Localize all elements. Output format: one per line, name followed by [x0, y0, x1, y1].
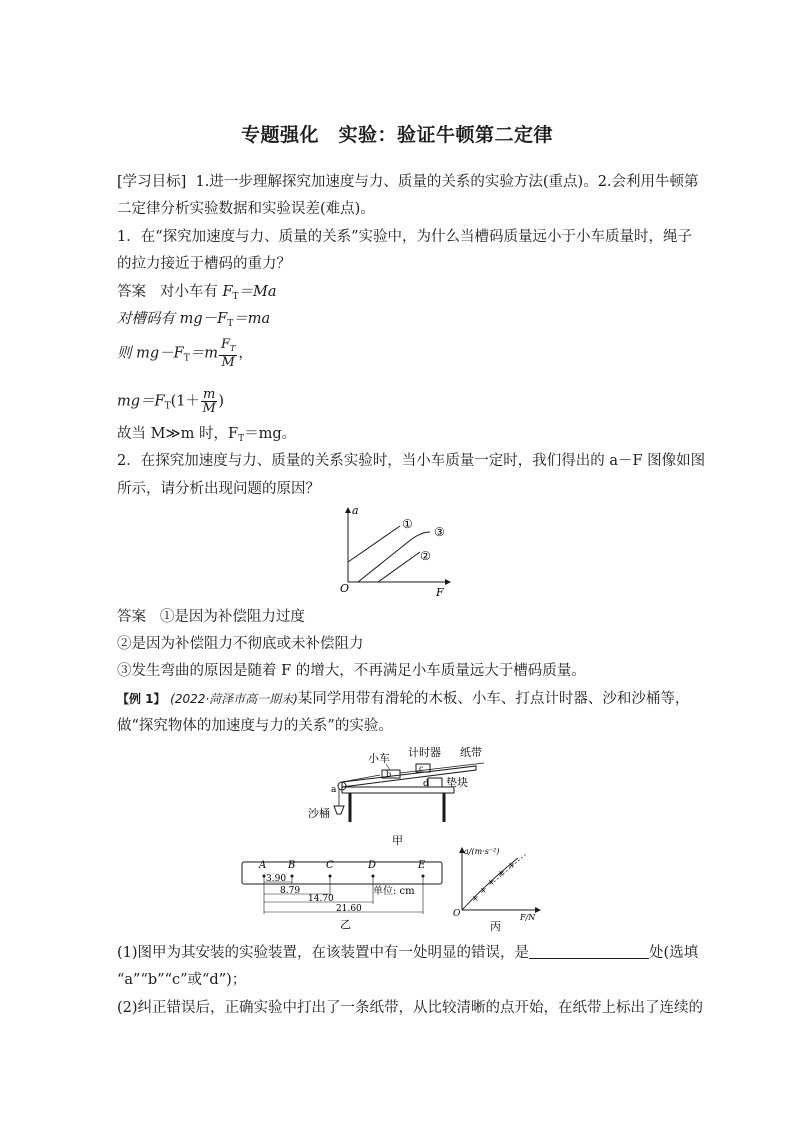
- q1-a4-sub: T: [164, 401, 171, 412]
- label-car: 小车: [368, 752, 390, 765]
- af-graph: [330, 500, 460, 600]
- q1-a1-sub: T: [232, 292, 239, 302]
- q1-a2-rest: ＝ma: [233, 311, 271, 327]
- q1-answer-1: [117, 282, 277, 307]
- q2-reason-2: ②是因为补偿阻力不彻底或未补偿阻力: [117, 636, 364, 652]
- q2-reason-3: ③发生弯曲的原因是随着 F 的增大，不再满足小车质量远大于槽码质量。: [117, 663, 586, 679]
- q1-a4-open: (1＋: [170, 393, 200, 410]
- bing-mark: ×: [472, 894, 479, 903]
- point-e: E: [418, 860, 426, 871]
- bing-y-label: a/(m·s⁻²): [464, 847, 500, 856]
- q1-answer-5: [117, 424, 296, 449]
- dist-ad: 14.70: [308, 894, 334, 904]
- sub1-line-1: [117, 943, 698, 963]
- q1-a5-sub: T: [238, 434, 245, 444]
- label-b: b: [386, 770, 392, 779]
- example-line-1: [117, 689, 689, 709]
- q1-a3-den: M: [221, 355, 235, 370]
- q1-a4-prefix: mg＝F: [117, 393, 165, 410]
- af-y-label: a: [352, 504, 359, 517]
- bing-mark: ×: [508, 861, 515, 870]
- example-text-2: 做“探究物体的加速度与力的关系”的实验。: [117, 718, 393, 734]
- bucket-icon: [334, 806, 344, 814]
- table-top: [342, 787, 454, 793]
- fig-af-data: [448, 842, 548, 932]
- bing-points: [472, 861, 515, 903]
- point-a: A: [259, 860, 267, 871]
- q1-answer-3: [117, 338, 253, 369]
- unit-label: 单位: cm: [373, 886, 415, 897]
- q2-line-1: 2．在探究加速度与力、质量的关系实验时，当小车质量一定时，我们得出的 a－F 图像如图: [117, 453, 706, 469]
- q1-a4-num: m: [203, 387, 216, 402]
- objectives-line-1: [117, 172, 699, 192]
- label-tape: 纸带: [460, 746, 482, 759]
- point-b: B: [288, 860, 296, 871]
- objectives-text-1: 1.进一步理解探究加速度与力、质量的关系的实验方法(重点)。2.会利用牛顿第: [195, 174, 699, 190]
- q1-a3-end: ，: [238, 345, 253, 362]
- label-c: c: [419, 764, 424, 773]
- dist-ac: 8.79: [280, 886, 301, 896]
- example-source: (2022·菏泽市高一期末): [170, 692, 298, 706]
- q1-a3-sub: T: [183, 353, 190, 364]
- af-label-1: ①: [402, 517, 413, 531]
- sub1-text-1: (1)图甲为其安装的实验装置，在该装置中有一处明显的错误，是: [117, 945, 530, 961]
- q1-a5-prefix: 故当 M≫m 时，F: [117, 426, 239, 442]
- label-timer: 计时器: [408, 746, 441, 759]
- bing-origin: O: [453, 909, 461, 919]
- q1-line-2: 的拉力接近于槽码的重力？: [117, 256, 291, 272]
- af-curve-1: [348, 526, 400, 562]
- q2-line-2: 所示，请分析出现问题的原因？: [117, 481, 320, 497]
- q1-a5-rest: ＝mg。: [244, 426, 297, 442]
- af-label-3: ③: [434, 525, 445, 539]
- fig-tape: [238, 852, 448, 932]
- fig-apparatus: [300, 742, 490, 850]
- example-text-1: 某同学用带有滑轮的木板、小车、打点计时器、沙和沙桶等，: [297, 691, 690, 707]
- label-block: 垫块: [446, 776, 468, 789]
- q1-a3-prefix: 则 mg－F: [117, 345, 184, 362]
- af-x-label: F: [436, 586, 444, 599]
- block-icon: [428, 778, 442, 787]
- q1-a1-rest: ＝Ma: [238, 284, 277, 300]
- q1-answer-label: 答案: [117, 284, 146, 300]
- q1-a3-mid: ＝m: [189, 345, 218, 362]
- sub2-line-1: (2)纠正错误后，正确实验中打出了一条纸带，从比较清晰的点开始，在纸带上标出了连续的: [117, 1000, 704, 1016]
- q1-answer-4: [117, 388, 224, 417]
- caption-yi: 乙: [340, 918, 351, 931]
- dist-ab: 3.90: [266, 874, 287, 884]
- objectives-text-2: 二定律分析实验数据和实验误差(难点)。: [117, 201, 375, 217]
- bing-mark: ×: [498, 869, 505, 878]
- q1-a1-prefix: 对小车有: [159, 284, 223, 300]
- label-bucket: 沙桶: [308, 807, 330, 820]
- bing-x-label: F/N: [520, 913, 536, 922]
- label-d: d: [423, 779, 429, 789]
- q2-answer-1: [117, 607, 305, 627]
- bing-mark: ×: [480, 886, 487, 895]
- point-d: D: [368, 860, 377, 871]
- tape: [400, 763, 484, 773]
- caption-bing: 丙: [490, 920, 501, 932]
- bing-mark: ×: [488, 878, 495, 887]
- q1-a4-close: ): [218, 393, 224, 410]
- q1-a2-sub: T: [227, 319, 234, 329]
- q1-line-1: 1．在“探究加速度与力、质量的关系”实验中，为什么当槽码质量远小于小车质量时，绳子: [117, 229, 693, 245]
- q1-a1-var: F: [222, 284, 233, 300]
- answer-blank[interactable]: [529, 944, 649, 959]
- q1-a3-num: F: [220, 337, 230, 352]
- label-a: a: [331, 785, 337, 795]
- page-title: 专题强化 实验：验证牛顿第二定律: [240, 124, 553, 146]
- caption-jia: 甲: [392, 834, 403, 847]
- q1-a4-fraction: [201, 388, 217, 415]
- af-origin: O: [340, 582, 350, 595]
- q2-answer-label: 答案: [117, 609, 146, 625]
- example-tag: 【例 1】: [117, 692, 166, 706]
- af-curve-2: [378, 552, 420, 582]
- q1-answer-2: [117, 309, 270, 334]
- q1-a3-fraction: [219, 338, 237, 369]
- dist-ae: 21.60: [336, 904, 362, 914]
- sub1-text-2: 处(选填: [649, 945, 699, 961]
- point-c: C: [326, 860, 334, 871]
- af-label-2: ②: [420, 549, 431, 563]
- q1-a4-den: M: [202, 401, 216, 416]
- q1-a2: 对槽码有 mg－F: [117, 311, 228, 327]
- objectives-label: [学习目标]: [117, 174, 187, 190]
- q2-reason-1: ①是因为补偿阻力过度: [159, 609, 305, 625]
- q1-a3-num-sub: T: [230, 344, 236, 353]
- sub1-line-2: “a”“b”“c”或“d”)；: [117, 972, 247, 988]
- tape-points: [263, 875, 425, 878]
